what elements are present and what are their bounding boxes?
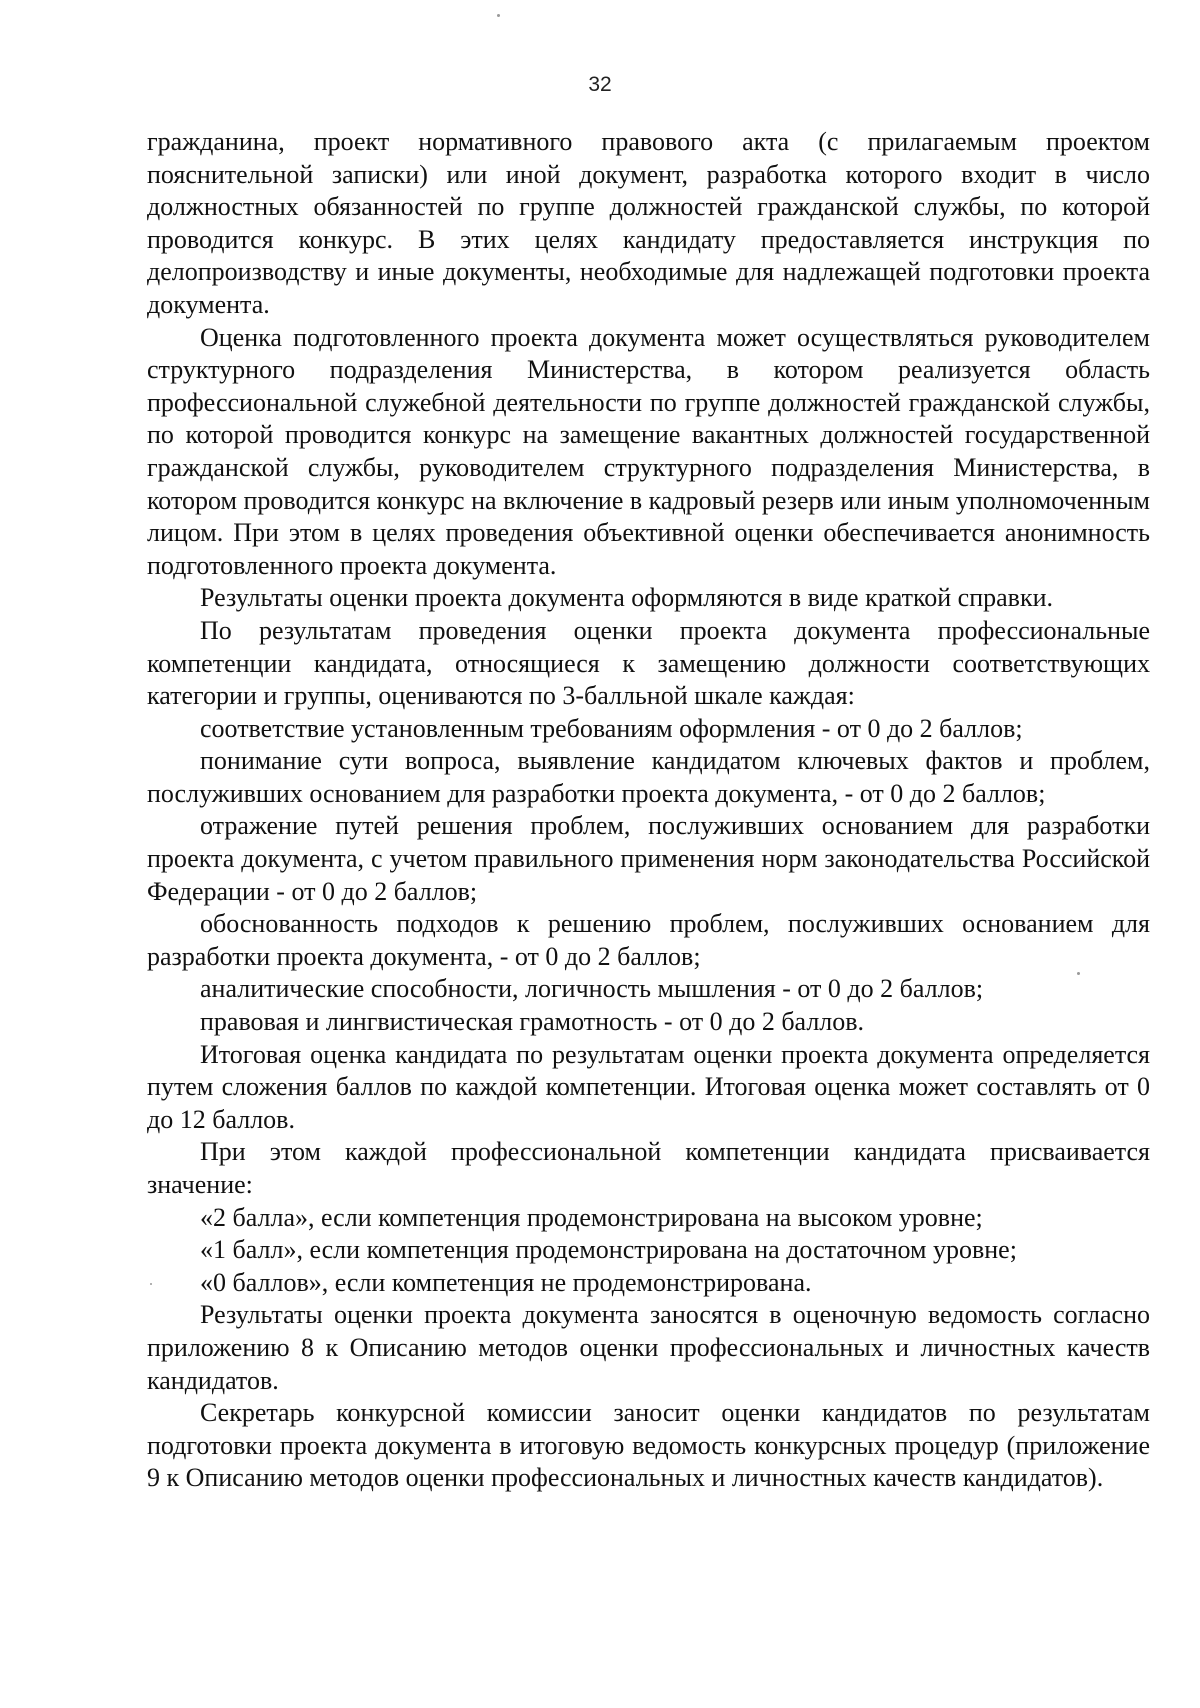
criterion-analytics: аналитические способности, логичность мышления - от 0 до 2 баллов;: [200, 974, 984, 1004]
scan-speck: [150, 1283, 152, 1285]
page-number: 32: [588, 73, 612, 96]
criterion-justification: обоснованность подходов к решению проблем, послуживших основанием для разработки проекта документа, - от 0 до 2 баллов;: [147, 909, 1150, 971]
paragraph-evaluation-sheet: Результаты оценки проекта документа заносятся в оценочную ведомость согласно приложению 8 к Описанию методов оценки профессиональных и личностных качеств кандидатов.: [147, 1300, 1150, 1395]
paragraph-evaluation-by-head: Оценка подготовленного проекта документа может осуществляться руководителем структурного подразделения Министерства, в котором реализуется область профессиональной служебной деятельности по группе должностей гражданской службы, по которой проводится конкурс на замещение вакантных должностей государственной гражданской службы, руководителем структурного подразделения Министерства, в котором проводится конкурс на включение в кадровый резерв или иным уполномоченным лицом. При этом в целях проведения объективной оценки обеспечивается анонимность подготовленного проекта документа.: [147, 322, 1150, 580]
paragraph-secretary: Секретарь конкурсной комиссии заносит оценки кандидатов по результатам подготовки проекта документа в итоговую ведомость конкурсных процедур (приложение 9 к Описанию методов оценки профессиональных и личностных качеств кандидатов).: [147, 1398, 1150, 1493]
paragraph-final-score: Итоговая оценка кандидата по результатам оценки проекта документа определяется путем сложения баллов по каждой компетенции. Итоговая оценка может составлять от 0 до 12 баллов.: [147, 1039, 1150, 1134]
paragraph-scoring-scale: По результатам проведения оценки проекта документа профессиональные компетенции кандидата, относящиеся к замещению должности соответствующих категории и группы, оцениваются по 3-балльной шкале каждая:: [147, 615, 1150, 711]
scan-speck: [1077, 972, 1080, 975]
score-value-2: «2 балла», если компетенция продемонстрирована на высоком уровне;: [200, 1202, 983, 1232]
scan-speck: [497, 14, 500, 17]
document-body: [147, 126, 1150, 1495]
criterion-solutions: отражение путей решения проблем, послуживших основанием для разработки проекта документа, с учетом правильного применения норм законодательства Российской Федерации - от 0 до 2 баллов;: [147, 811, 1150, 906]
criterion-understanding: понимание сути вопроса, выявление кандидатом ключевых фактов и проблем, послуживших основанием для разработки проекта документа, - от 0 до 2 баллов;: [147, 746, 1150, 808]
paragraph-score-values: При этом каждой профессиональной компетенции кандидата присваивается значение:: [147, 1137, 1150, 1199]
paragraph-results-summary: Результаты оценки проекта документа оформляются в виде краткой справки.: [200, 583, 1053, 613]
criterion-formatting: соответствие установленным требованиям оформления - от 0 до 2 баллов;: [200, 713, 1023, 743]
score-value-0: «0 баллов», если компетенция не продемонстрирована.: [200, 1267, 812, 1297]
paragraph-continuation: гражданина, проект нормативного правового акта (с прилагаемым проектом пояснительной записки) или иной документ, разработка которого входит в число должностных обязанностей по группе должностей гражданской службы, по которой проводится конкурс. В этих целях кандидату предоставляется инструкция по делопроизводству и иные документы, необходимые для надлежащей подготовки проекта документа.: [147, 127, 1150, 319]
score-value-1: «1 балл», если компетенция продемонстрирована на достаточном уровне;: [200, 1235, 1017, 1265]
criterion-literacy: правовая и лингвистическая грамотность - от 0 до 2 баллов.: [200, 1007, 865, 1037]
